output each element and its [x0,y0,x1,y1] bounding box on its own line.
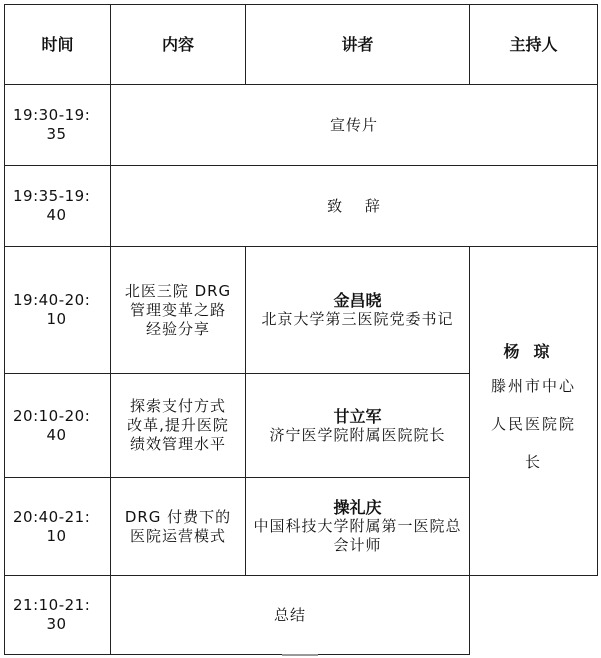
speaker-title: 中国科技大学附属第一医院总会计师 [253,517,462,554]
time-cell: 19:35-19: 40 [5,166,111,247]
time-cell: 20:10-20: 40 [5,374,111,478]
speaker-name: 甘立军 [333,406,382,426]
session-summary: 总结 [111,576,470,655]
header-speaker: 讲者 [246,5,470,85]
speaker-name: 金昌晓 [333,291,382,310]
header-host: 主持人 [470,5,598,85]
session-promo-video: 宣传片 [111,85,598,166]
table-row [5,166,598,247]
content-cell: DRG 付费下的 医院运营模式 [111,478,246,576]
header-content: 内容 [111,5,246,85]
header-time: 时间 [5,5,111,85]
table-row [5,85,598,166]
time-cell: 21:10-21: 30 [5,576,111,655]
session-address: 致 辞 [111,166,598,247]
header-row [5,5,598,85]
host-title: 滕州市中心 人民医院院 长 [490,376,576,471]
speaker-cell [246,247,470,374]
table-row [5,247,598,374]
speaker-cell [246,478,470,576]
speaker-title: 北京大学第三医院党委书记 [261,310,454,328]
host-name: 杨琼 [503,341,564,361]
time-cell: 20:40-21: 10 [5,478,111,576]
footer-rule [282,654,318,656]
table-row [5,576,598,655]
agenda-table [4,4,598,655]
speaker-cell [246,374,470,478]
host-cell [470,247,598,576]
speaker-title: 济宁医学院附属医院院长 [269,425,446,444]
time-cell: 19:30-19: 35 [5,85,111,166]
speaker-name: 操礼庆 [333,498,382,517]
time-cell: 19:40-20: 10 [5,247,111,374]
content-cell: 探索支付方式 改革,提升医院 绩效管理水平 [111,374,246,478]
content-cell: 北医三院 DRG 管理变革之路 经验分享 [111,247,246,374]
